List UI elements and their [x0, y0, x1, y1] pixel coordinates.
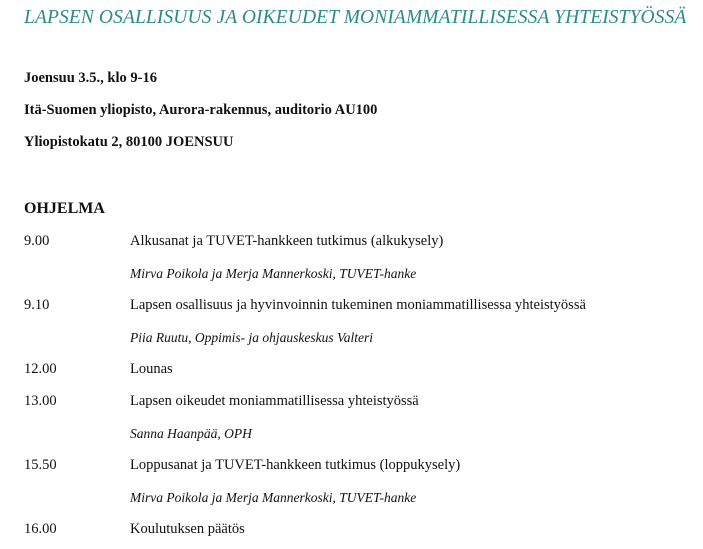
program-item-time: 12.00 — [24, 361, 57, 377]
program-item-title: Lounas — [130, 361, 173, 377]
event-venue: Itä-Suomen yliopisto, Aurora-rakennus, auditorio AU100 — [24, 102, 378, 118]
program-item-time: 16.00 — [24, 521, 57, 537]
program-item-time: 9.10 — [24, 297, 50, 313]
program-item-title: Koulutuksen päätös — [130, 521, 245, 537]
event-date: Joensuu 3.5., klo 9-16 — [24, 70, 157, 86]
program-item-speaker: Sanna Haanpää, OPH — [130, 426, 252, 441]
program-item-time: 13.00 — [24, 393, 57, 409]
program-item-title: Alkusanat ja TUVET-hankkeen tutkimus (alkukysely) — [130, 233, 444, 249]
program-item-title: Lapsen oikeudet moniammatillisessa yhteistyössä — [130, 393, 419, 409]
program-item-speaker: Piia Ruutu, Oppimis- ja ohjauskeskus Valteri — [130, 330, 373, 345]
program-item-time: 9.00 — [24, 233, 50, 249]
program-item-speaker: Mirva Poikola ja Merja Mannerkoski, TUVET-hanke — [130, 266, 417, 281]
document-title: LAPSEN OSALLISUUS JA OIKEUDET MONIAMMATILLISESSA YHTEISTYÖSSÄ — [24, 7, 687, 28]
program-item-title: Lapsen osallisuus ja hyvinvoinnin tukeminen moniammatillisessa yhteistyössä — [130, 297, 586, 313]
program-item-speaker: Mirva Poikola ja Merja Mannerkoski, TUVET-hanke — [130, 490, 417, 505]
program-item-title: Loppusanat ja TUVET-hankkeen tutkimus (loppukysely) — [130, 457, 461, 473]
program-item-time: 15.50 — [24, 457, 57, 473]
program-heading: OHJELMA — [24, 200, 105, 217]
event-address: Yliopistokatu 2, 80100 JOENSUU — [24, 134, 234, 150]
